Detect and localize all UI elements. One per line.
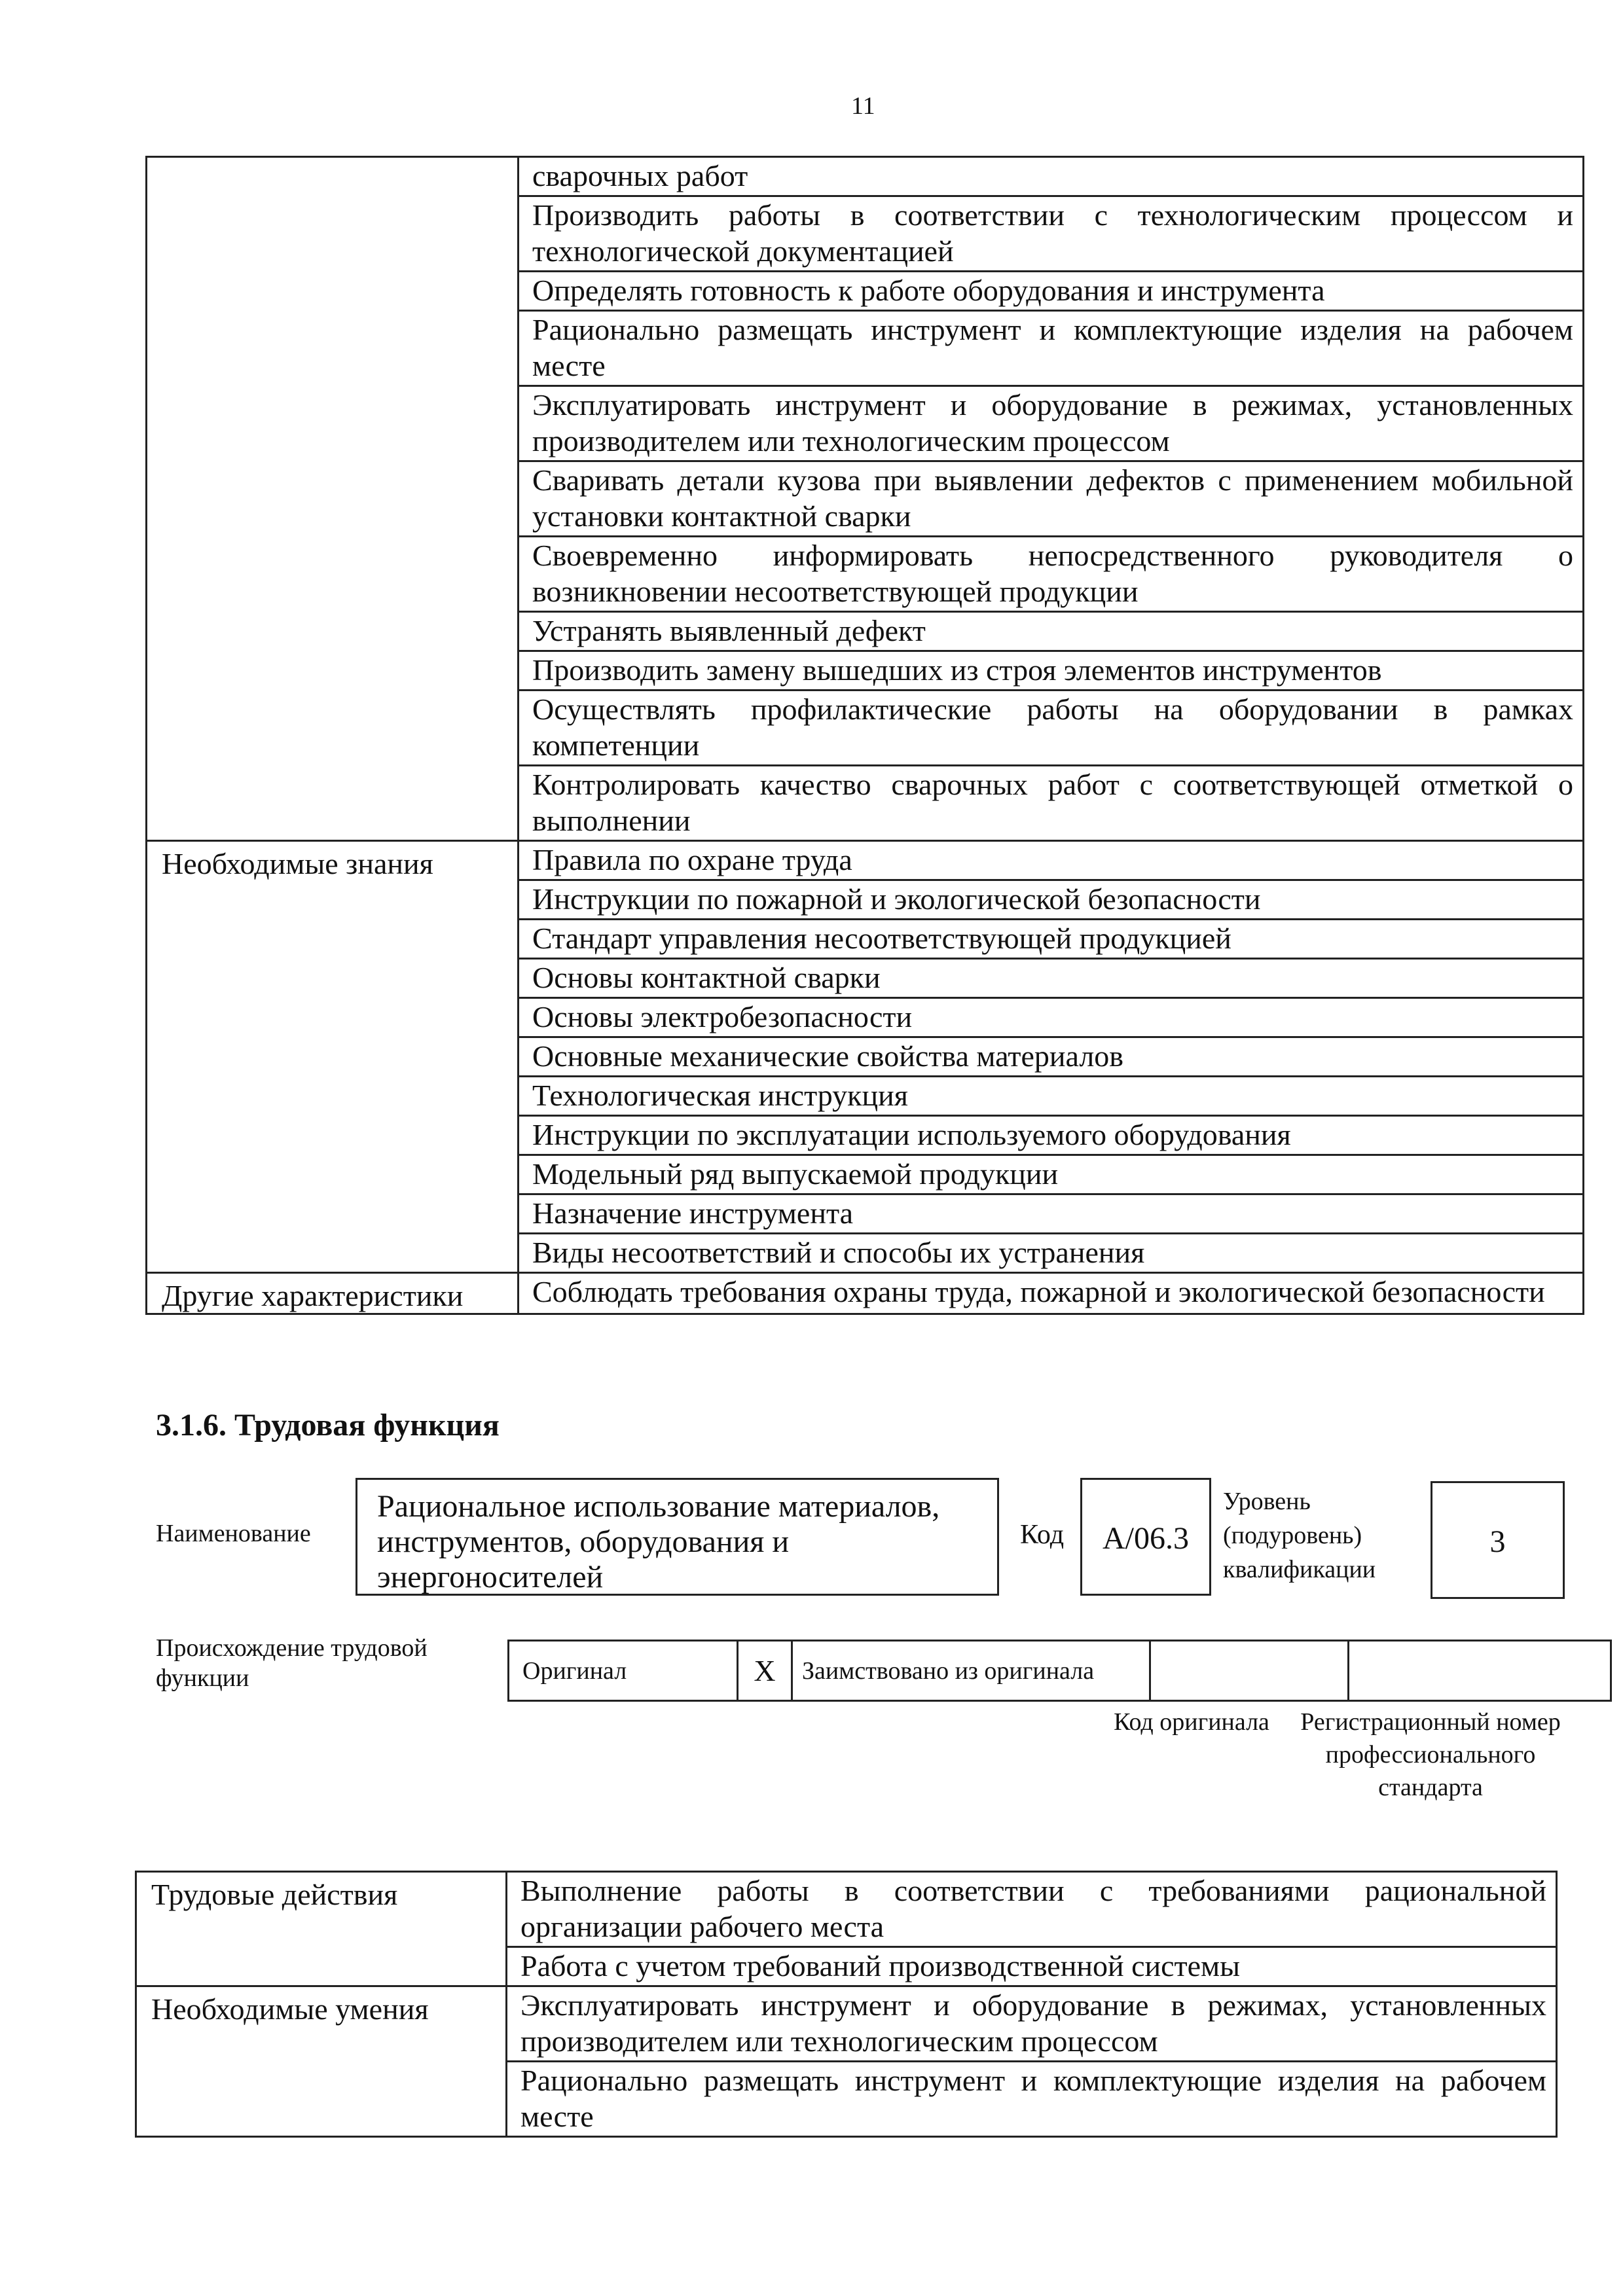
list-item: Эксплуатировать инструмент и оборудование в режимах, установленных производителем или технологическим процессом [507, 1987, 1556, 2062]
list-item: Стандарт управления несоответствующей продукцией [519, 920, 1582, 960]
list-item: Инструкции по эксплуатации используемого оборудования [519, 1117, 1582, 1156]
row-items [519, 841, 1584, 1273]
level-label: Уровень (подуровень) квалификации [1223, 1488, 1376, 1583]
origin-table [507, 1640, 1612, 1702]
competency-table-2 [135, 1871, 1558, 2138]
table-row [136, 1872, 1557, 1986]
list-item: Технологическая инструкция [519, 1077, 1582, 1117]
code-label: Код [1020, 1520, 1065, 1550]
section-heading: 3.1.6. Трудовая функция [156, 1408, 500, 1443]
list-item: Соблюдать требования охраны труда, пожарной и экологической безопасности [532, 1275, 1545, 1308]
row-items [507, 1872, 1557, 1986]
row-items [507, 1986, 1557, 2137]
table-row [147, 157, 1584, 841]
list-item: Осуществлять профилактические работы на оборудовании в рамках компетенции [519, 691, 1582, 766]
list-item: Основные механические свойства материалов [519, 1038, 1582, 1077]
row-items [519, 157, 1584, 841]
competency-table-1 [145, 156, 1584, 1315]
row-items [519, 1273, 1584, 1314]
list-item: Эксплуатировать инструмент и оборудование в режимах, установленных производителем или технологическим процессом [519, 387, 1582, 462]
list-item: Контролировать качество сварочных работ с соответствующей отметкой о выполнении [532, 768, 1573, 837]
list-item: Виды несоответствий и способы их устранения [532, 1236, 1145, 1269]
original-code-cell [1150, 1641, 1349, 1701]
list-item: Производить замену вышедших из строя элементов инструментов [519, 652, 1582, 691]
list-item: Правила по охране труда [519, 842, 1582, 881]
borrowed-cell: Заимствовано из оригинала [792, 1641, 1150, 1701]
row-label: Необходимые умения [136, 1986, 507, 2137]
list-item: Своевременно информировать непосредственного руководителя о возникновении несоответствующей продукции [519, 537, 1582, 613]
function-code-box: A/06.3 [1080, 1478, 1211, 1596]
table-row [136, 1986, 1557, 2137]
page-number: 11 [851, 92, 875, 120]
list-item: Определять готовность к работе оборудования и инструмента [519, 272, 1582, 312]
row-label: Трудовые действия [136, 1872, 507, 1986]
list-item: Работа с учетом требований производственной системы [520, 1949, 1241, 1982]
registration-caption: Регистрационный номер профессионального стандарта [1300, 1708, 1561, 1801]
registration-number-cell [1349, 1641, 1611, 1701]
list-item: сварочных работ [519, 158, 1582, 197]
name-label: Наименование [156, 1520, 311, 1547]
table-row [147, 841, 1584, 1273]
origin-label: Происхождение трудовой функции [156, 1634, 428, 1692]
list-item: Основы электробезопасности [519, 999, 1582, 1038]
list-item: Рационально размещать инструмент и комплектующие изделия на рабочем месте [520, 2064, 1546, 2133]
list-item: Назначение инструмента [519, 1195, 1582, 1234]
original-mark: X [738, 1641, 792, 1701]
qualification-level-box: 3 [1431, 1481, 1565, 1599]
list-item: Модельный ряд выпускаемой продукции [519, 1156, 1582, 1195]
list-item: Сваривать детали кузова при выявлении дефектов с применением мобильной установки контактной сварки [519, 462, 1582, 537]
list-item: Инструкции по пожарной и экологической безопасности [519, 881, 1582, 920]
list-item: Устранять выявленный дефект [519, 613, 1582, 652]
list-item: Производить работы в соответствии с технологическим процессом и технологической документацией [519, 197, 1582, 272]
original-cell: Оригинал [509, 1641, 738, 1701]
code-caption: Код оригинала [1114, 1708, 1269, 1736]
row-label: Необходимые знания [147, 841, 519, 1273]
function-name-box: Рациональное использование материалов, инструментов, оборудования и энергоносителей [356, 1478, 999, 1596]
table-row [509, 1641, 1611, 1701]
list-item: Выполнение работы в соответствии с требованиями рациональной организации рабочего места [507, 1873, 1556, 1948]
list-item: Основы контактной сварки [519, 960, 1582, 999]
row-label [147, 157, 519, 841]
row-label: Другие характеристики [147, 1273, 519, 1314]
list-item: Рационально размещать инструмент и комплектующие изделия на рабочем месте [519, 312, 1582, 387]
table-row [147, 1273, 1584, 1314]
